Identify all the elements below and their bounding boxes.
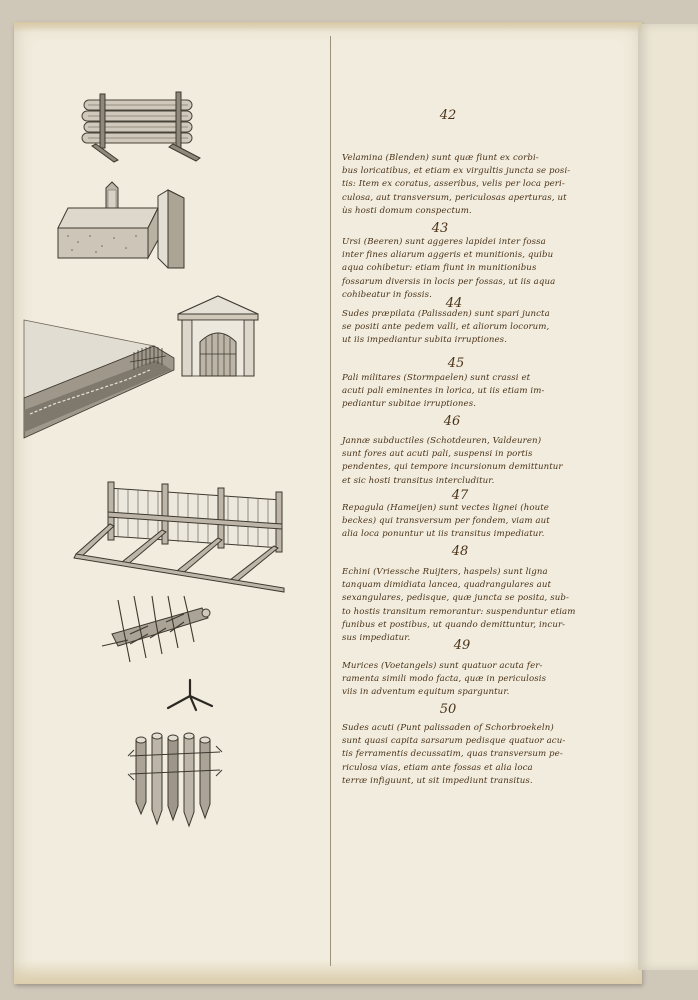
entry-text-50: Sudes acuti (Punt palissaden of Schorbroekeln) sunt quasi capita sarsarum pedisque quatuor acu- tis ferramentis decussatim, quas transversum pe- riculosa vias, etiam ante fossas et alia loca terræ infiguunt, ut sit impediunt transitus. — [342, 723, 566, 786]
palisade-rampart-illustration — [24, 318, 184, 450]
entry-text-48: Echini (Vriessche Ruijters, haspels) sunt ligna tanquam dimidiata lancea, quadrangulares aut sexangulares, pedisque, quæ juncta se posita, sub- to hostis transitum remorantur: suspenduntur etiam funibus et postibus, ut quando demittuntur, incur- sus impediatur. — [342, 567, 576, 644]
entry-number-47: 47 — [451, 488, 469, 503]
pointed-stakes-illustration — [128, 726, 224, 830]
caltrop-illustration — [166, 680, 214, 712]
entry-number-44: 44 — [445, 296, 463, 311]
gatehouse-illustration — [176, 294, 260, 380]
facing-page-edge — [638, 24, 698, 970]
cheval-de-frise-illustration — [100, 596, 216, 664]
blinds-illustration — [78, 92, 208, 164]
page-bottom-edge-stain — [14, 960, 642, 984]
entry-number-42: 42 — [439, 108, 457, 123]
column-divider-rule — [330, 36, 331, 966]
entry-number-43: 43 — [431, 221, 449, 236]
entry-text-43: Ursi (Beeren) sunt aggeres lapidei inter fossa inter fines aliarum aggeris et munitionis, quibu aqua cohibetur: etiam fiunt in munitionibus fossarum diversis in locis per fossas, ut iis aqua cohibeatur in fossis. — [342, 237, 556, 300]
entry-number-45: 45 — [447, 356, 465, 371]
entry-text-42: Velamina (Blenden) sunt quæ fiunt ex corbi- bus loricatibus, et etiam ex virgultis juncta se posi- tis: Item ex coratus, asseribus, velis per loca peri- culosa, aut transversum, periculosas aperturas, ut ùs hosti domum conspectum. — [342, 153, 571, 216]
entry-number-46: 46 — [443, 414, 461, 429]
entry-text-44: Sudes præpilata (Palissaden) sunt spari juncta se positi ante pedem valli, et aliorum locorum, ut iis impediantur subita irruptiones. — [342, 309, 550, 346]
entry-text-46: Jannæ subductiles (Schotdeuren, Valdeuren) sunt fores aut acuti pali, suspensi in portis pendentes, qui tempore incursionum demittuntur et sic hosti transitus intercluditur. — [342, 436, 563, 486]
entry-text-45: Pali militares (Stormpaelen) sunt crassi et acuti pali eminentes in lorica, ut iis etiam im- pediantur subitae irruptiones. — [342, 373, 545, 410]
entry-text-47: Repagula (Hameijen) sunt vectes lignei (houte beckes) qui transversum per fondem, viam aut alia loca ponuntur ut iis transitus impediatur. — [342, 503, 550, 540]
page-top-edge-stain — [14, 22, 642, 32]
entry-text-49: Murices (Voetangels) sunt quatuor acuta fer- ramenta simili modo facta, quæ in periculosis viis in adventum equitum sparguntur. — [342, 661, 547, 698]
entry-number-49: 49 — [453, 638, 471, 653]
barrier-fence-illustration — [74, 476, 298, 596]
entry-number-48: 48 — [451, 544, 469, 559]
entry-number-50: 50 — [439, 702, 457, 717]
stone-dam-illustration — [56, 180, 186, 270]
